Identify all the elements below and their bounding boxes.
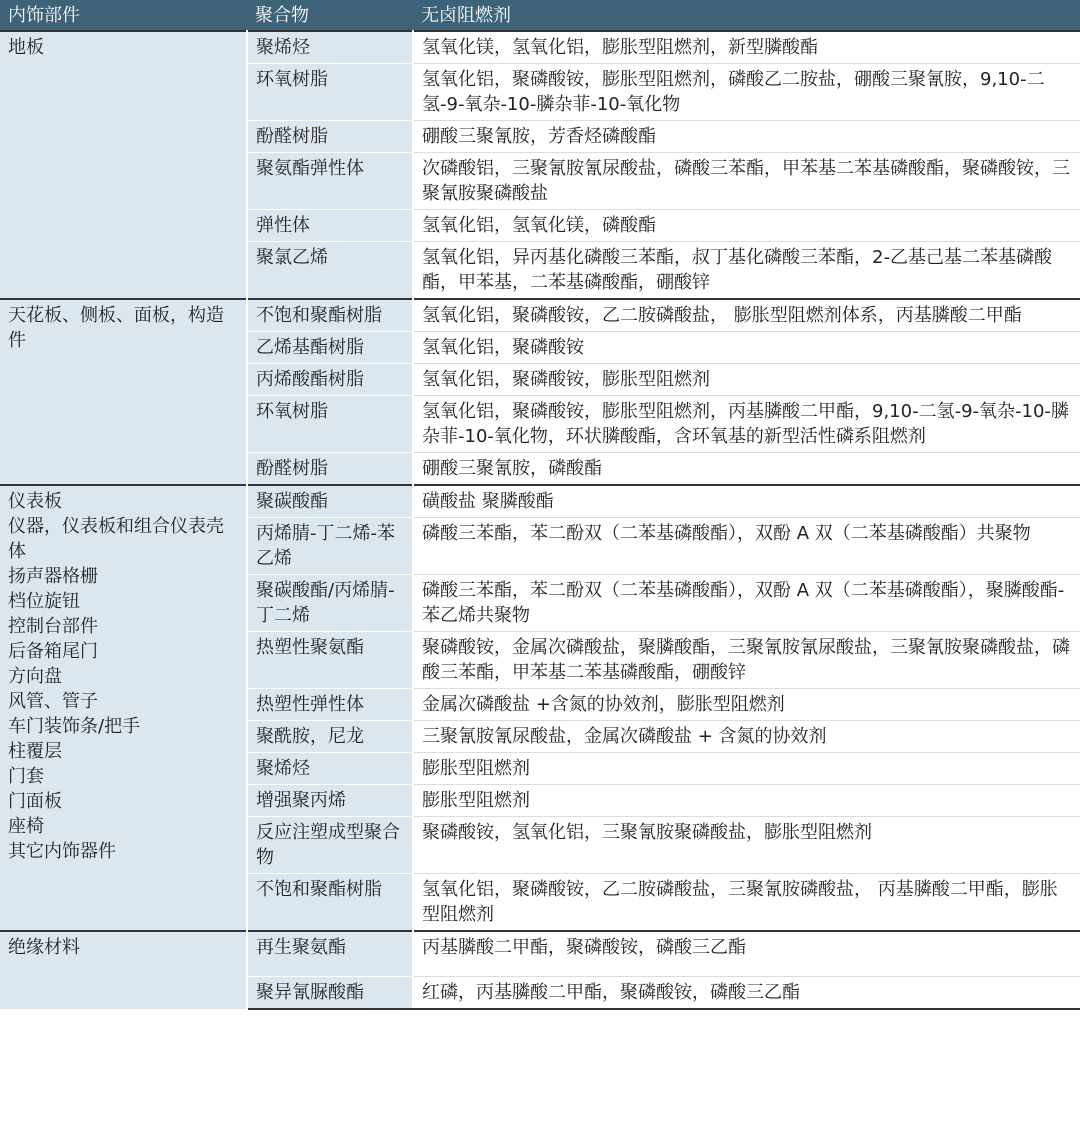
retardant-cell: 氢氧化铝，聚磷酸铵，膨胀型阻燃剂，磷酸乙二胺盐，硼酸三聚氰胺，9,10-二氢-9-氧杂-10-膦杂菲-10-氧化物 xyxy=(413,64,1080,121)
part-cell xyxy=(0,485,247,931)
retardant-cell: 氢氧化铝，聚磷酸铵，乙二胺磷酸盐，三聚氰胺磷酸盐， 丙基膦酸二甲酯，膨胀型阻燃剂 xyxy=(413,874,1080,932)
table-row xyxy=(0,931,1080,977)
retardant-cell: 氢氧化镁，氢氧化铝，膨胀型阻燃剂，新型膦酸酯 xyxy=(413,31,1080,64)
part-label: 风管、管子 xyxy=(8,691,98,712)
polymer-cell: 弹性体 xyxy=(247,210,413,242)
header-part: 内饰部件 xyxy=(0,0,247,31)
polymer-cell: 丙烯腈-丁二烯-苯乙烯 xyxy=(247,518,413,575)
part-label: 仪器，仪表板和组合仪表壳体 xyxy=(8,516,224,562)
part-cell xyxy=(0,31,247,299)
part-label: 档位旋钮 xyxy=(8,591,80,612)
retardant-cell: 硼酸三聚氰胺，磷酸酯 xyxy=(413,453,1080,486)
part-label: 门面板 xyxy=(8,791,62,812)
retardant-cell: 磷酸三苯酯，苯二酚双（二苯基磷酸酯），双酚 A 双（二苯基磷酸酯）共聚物 xyxy=(413,518,1080,575)
polymer-cell: 环氧树脂 xyxy=(247,64,413,121)
polymer-cell: 乙烯基酯树脂 xyxy=(247,332,413,364)
polymer-cell: 聚碳酸酯/丙烯腈-丁二烯 xyxy=(247,575,413,632)
polymer-cell: 聚碳酸酯 xyxy=(247,485,413,518)
polymer-cell: 反应注塑成型聚合物 xyxy=(247,817,413,874)
retardant-cell: 膨胀型阻燃剂 xyxy=(413,785,1080,817)
retardant-cell: 磷酸三苯酯，苯二酚双（二苯基磷酸酯），双酚 A 双（二苯基磷酸酯），聚膦酸酯-苯乙烯共聚物 xyxy=(413,575,1080,632)
polymer-cell: 环氧树脂 xyxy=(247,396,413,453)
retardant-cell: 红磷，丙基膦酸二甲酯，聚磷酸铵，磷酸三乙酯 xyxy=(413,977,1080,1010)
part-label: 绝缘材料 xyxy=(8,937,80,958)
polymer-cell: 聚烯烃 xyxy=(247,31,413,64)
retardant-cell: 丙基膦酸二甲酯，聚磷酸铵，磷酸三乙酯 xyxy=(413,931,1080,977)
retardant-cell: 硼酸三聚氰胺，芳香烃磷酸酯 xyxy=(413,121,1080,153)
polymer-cell: 聚烯烃 xyxy=(247,753,413,785)
table-body xyxy=(0,31,1080,1009)
part-label: 后备箱尾门 xyxy=(8,641,98,662)
polymer-cell: 聚酰胺，尼龙 xyxy=(247,721,413,753)
retardant-cell: 聚磷酸铵，金属次磷酸盐，聚膦酸酯，三聚氰胺氰尿酸盐，三聚氰胺聚磷酸盐，磷酸三苯酯，甲苯基二苯基磷酸酯，硼酸锌 xyxy=(413,632,1080,689)
header-retardant: 无卤阻燃剂 xyxy=(413,0,1080,31)
part-cell xyxy=(0,299,247,485)
retardant-cell: 氢氧化铝，氢氧化镁，磷酸酯 xyxy=(413,210,1080,242)
polymer-cell: 热塑性弹性体 xyxy=(247,689,413,721)
retardant-cell: 膨胀型阻燃剂 xyxy=(413,753,1080,785)
polymer-cell: 酚醛树脂 xyxy=(247,453,413,486)
polymer-cell: 丙烯酸酯树脂 xyxy=(247,364,413,396)
polymer-cell: 酚醛树脂 xyxy=(247,121,413,153)
polymer-cell: 热塑性聚氨酯 xyxy=(247,632,413,689)
retardant-cell: 次磷酸铝，三聚氰胺氰尿酸盐，磷酸三苯酯，甲苯基二苯基磷酸酯，聚磷酸铵，三聚氰胺聚磷酸盐 xyxy=(413,153,1080,210)
retardant-cell: 氢氧化铝，聚磷酸铵，乙二胺磷酸盐， 膨胀型阻燃剂体系，丙基膦酸二甲酯 xyxy=(413,299,1080,332)
polymer-cell: 聚异氰脲酸酯 xyxy=(247,977,413,1010)
part-label: 门套 xyxy=(8,766,44,787)
part-cell xyxy=(0,931,247,1009)
header-polymer: 聚合物 xyxy=(247,0,413,31)
polymer-cell: 聚氯乙烯 xyxy=(247,242,413,300)
part-label: 控制台部件 xyxy=(8,616,98,637)
retardant-cell: 磺酸盐 聚膦酸酯 xyxy=(413,485,1080,518)
table-row xyxy=(0,485,1080,518)
retardant-cell: 氢氧化铝，聚磷酸铵，膨胀型阻燃剂 xyxy=(413,364,1080,396)
part-label: 其它内饰器件 xyxy=(8,841,116,862)
retardant-cell: 氢氧化铝，异丙基化磷酸三苯酯，叔丁基化磷酸三苯酯，2-乙基己基二苯基磷酸酯，甲苯基，二苯基磷酸酯，硼酸锌 xyxy=(413,242,1080,300)
polymer-cell: 增强聚丙烯 xyxy=(247,785,413,817)
retardant-cell: 金属次磷酸盐 +含氮的协效剂，膨胀型阻燃剂 xyxy=(413,689,1080,721)
retardant-cell: 氢氧化铝，聚磷酸铵，膨胀型阻燃剂，丙基膦酸二甲酯，9,10-二氢-9-氧杂-10-膦杂菲-10-氧化物，环状膦酸酯，含环氧基的新型活性磷系阻燃剂 xyxy=(413,396,1080,453)
part-label: 天花板、侧板、面板，构造件 xyxy=(8,305,224,351)
part-label: 方向盘 xyxy=(8,666,62,687)
polymer-cell: 不饱和聚酯树脂 xyxy=(247,874,413,932)
part-label: 座椅 xyxy=(8,816,44,837)
retardant-cell: 三聚氰胺氰尿酸盐，金属次磷酸盐 + 含氮的协效剂 xyxy=(413,721,1080,753)
retardant-cell: 聚磷酸铵，氢氧化铝，三聚氰胺聚磷酸盐，膨胀型阻燃剂 xyxy=(413,817,1080,874)
part-label: 地板 xyxy=(8,37,44,58)
polymer-cell: 聚氨酯弹性体 xyxy=(247,153,413,210)
table-row xyxy=(0,299,1080,332)
table-row xyxy=(0,31,1080,64)
part-label: 柱覆层 xyxy=(8,741,62,762)
table-header-row xyxy=(0,0,1080,31)
polymer-cell: 再生聚氨酯 xyxy=(247,931,413,977)
polymer-cell: 不饱和聚酯树脂 xyxy=(247,299,413,332)
part-label: 车门装饰条/把手 xyxy=(8,716,141,737)
part-label: 仪表板 xyxy=(8,491,62,512)
retardant-cell: 氢氧化铝，聚磷酸铵 xyxy=(413,332,1080,364)
part-label: 扬声器格栅 xyxy=(8,566,98,587)
